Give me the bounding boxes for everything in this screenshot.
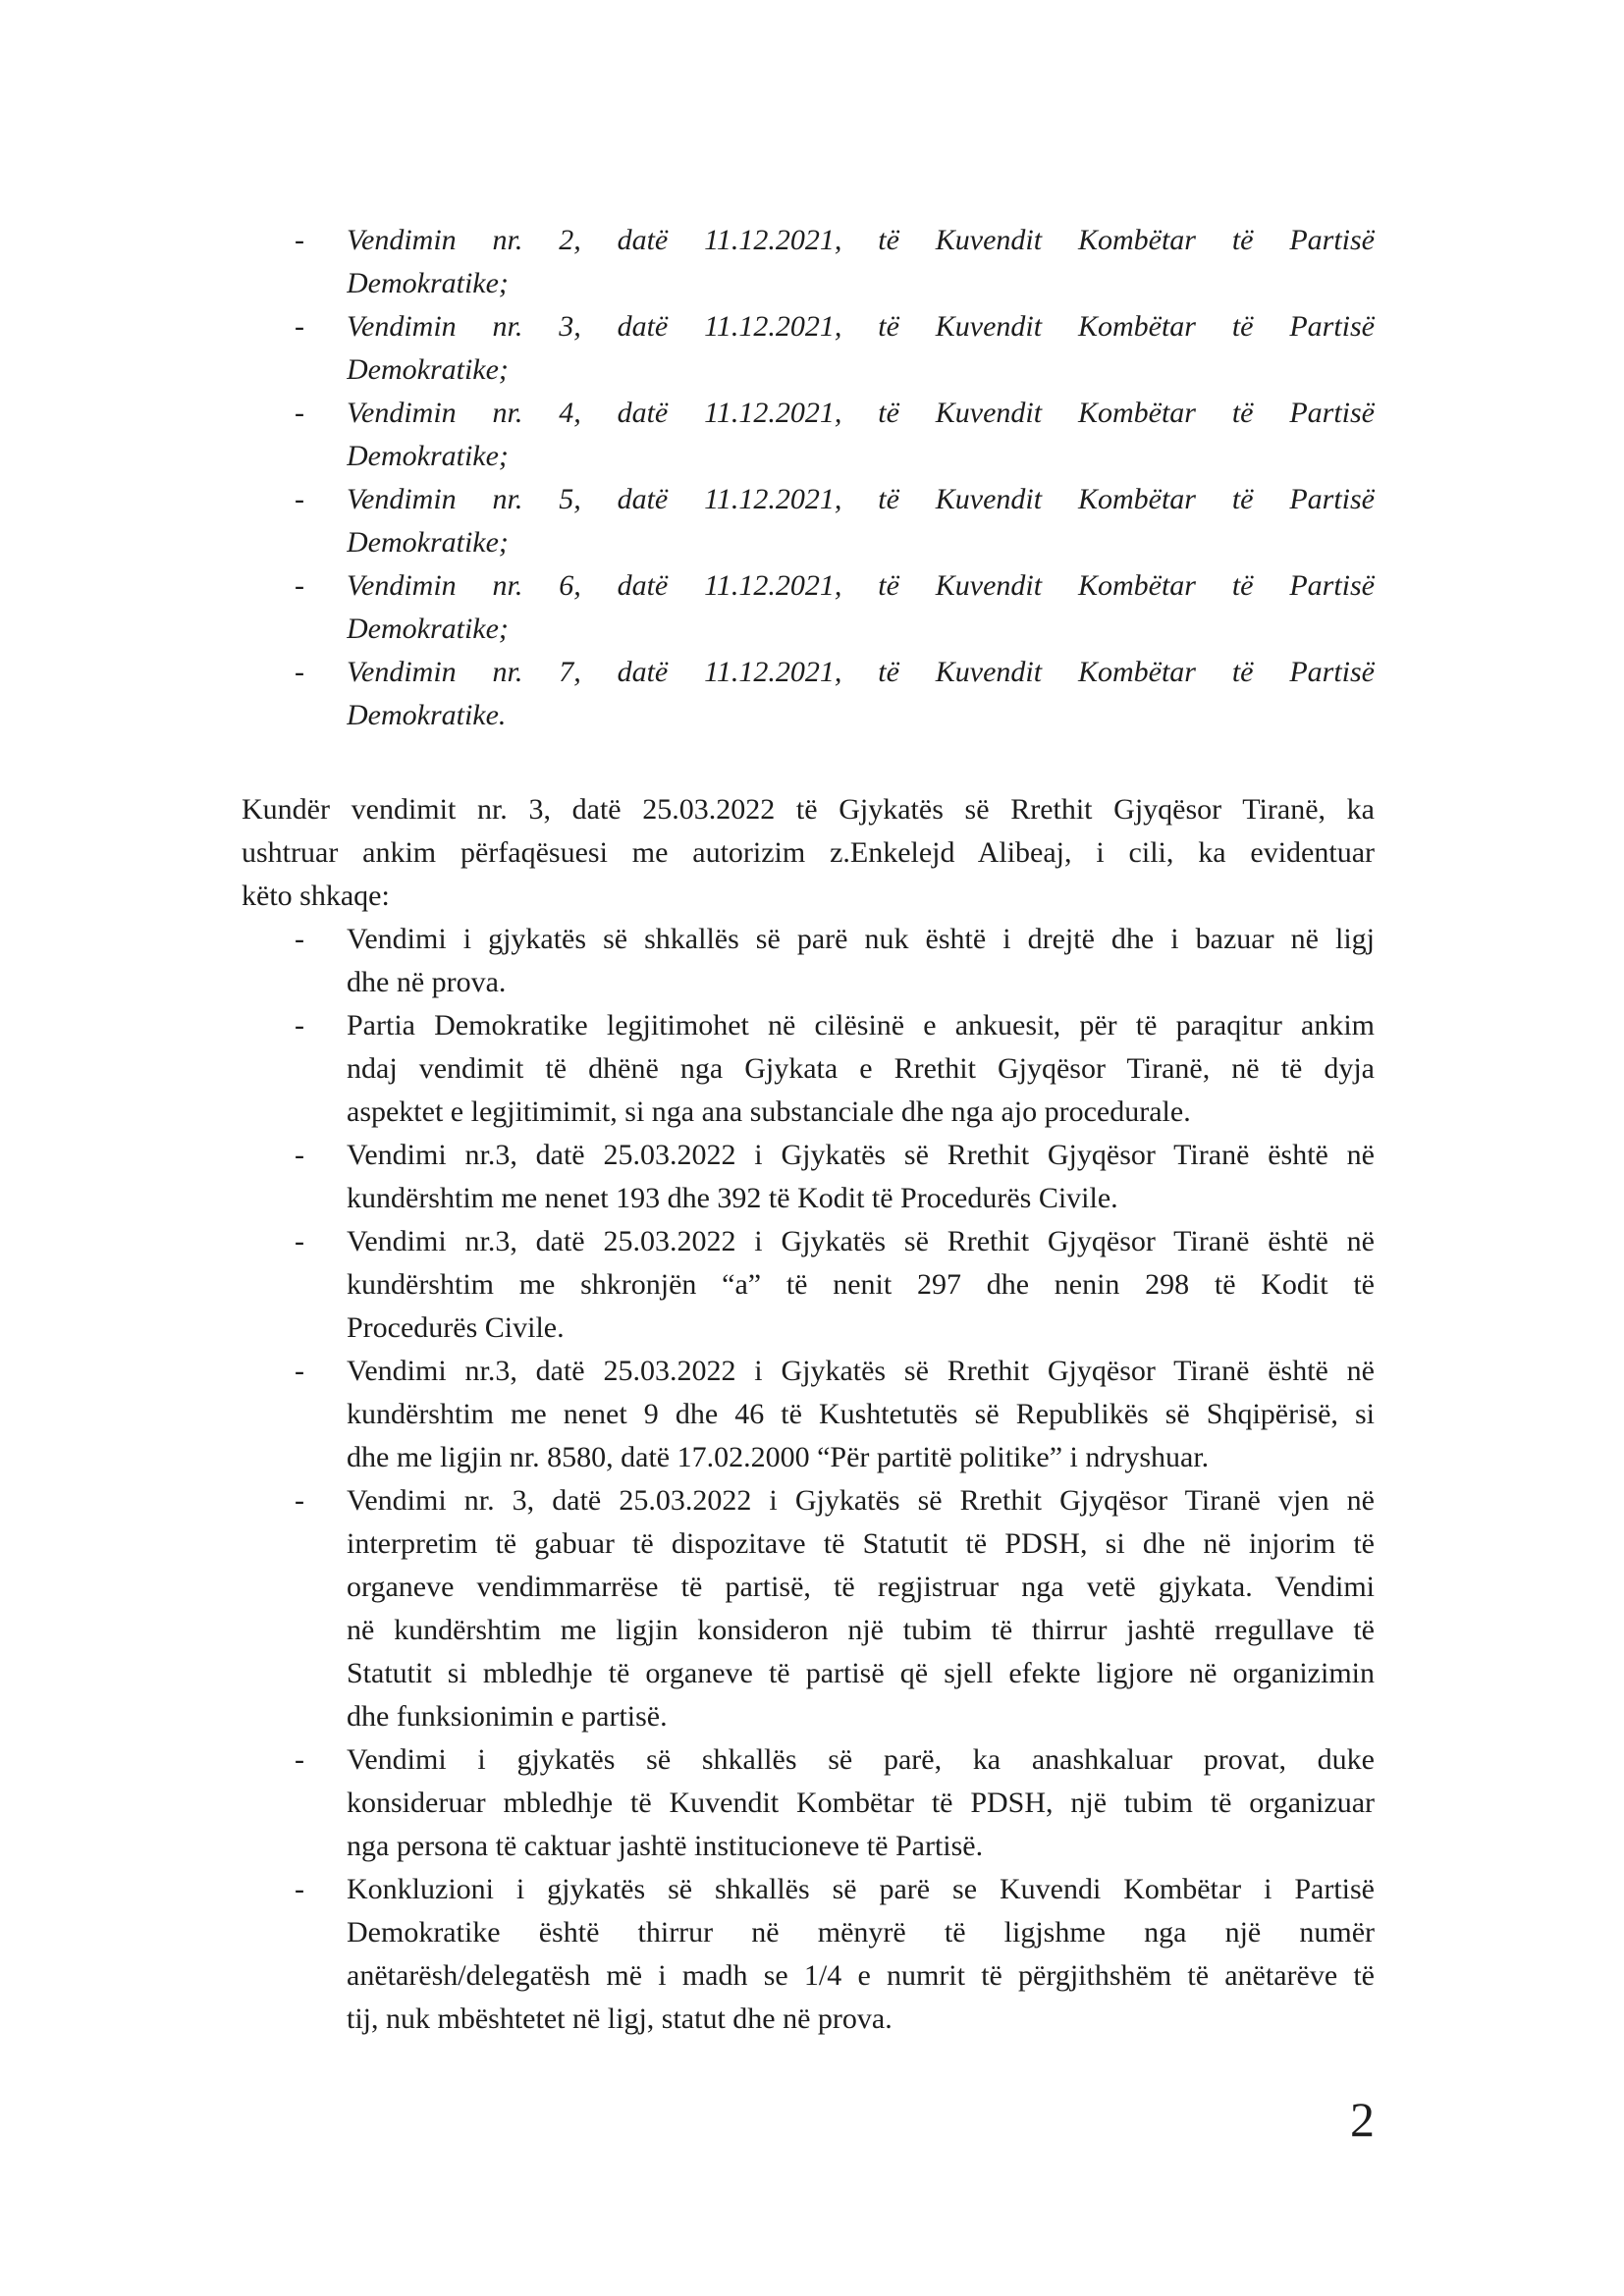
list-item xyxy=(242,1220,1375,1350)
list-item-text: Vendimi nr.3, datë 25.03.2022 i Gjykatës së Rrethit Gjyqësor Tiranë është në kundërshtim me shkronjën “a” të nenit 297 dhe nenin 298 të Kodit të Procedurës Civile. xyxy=(347,1225,1375,1344)
list-item xyxy=(242,1738,1375,1868)
list-item-text: Vendimi i gjykatës së shkallës së parë, ka anashkaluar provat, duke konsideruar mbledhje të Kuvendit Kombëtar të PDSH, një tubim të organizuar nga persona të caktuar jashtë institucioneve të Partisë. xyxy=(347,1743,1375,1862)
page-number: 2 xyxy=(1350,2092,1375,2147)
list-item-text: Vendimi i gjykatës së shkallës së parë nuk është i drejtë dhe i bazuar në ligj dhe në prova. xyxy=(347,923,1375,998)
list-item-marker: - xyxy=(295,224,304,256)
appeal-paragraph: Kundër vendimit nr. 3, datë 25.03.2022 të Gjykatës së Rrethit Gjyqësor Tiranë, ka ushtruar ankim përfaqësuesi me autorizim z.Enkelejd Alibeaj, i cili, ka evidentuar këto shkaqe: xyxy=(242,793,1375,912)
list-item-marker: - xyxy=(295,1355,304,1387)
list-item xyxy=(242,564,1375,651)
list-item-marker: - xyxy=(295,1873,304,1905)
list-item xyxy=(242,1479,1375,1738)
list-item-marker: - xyxy=(295,1139,304,1171)
list-item-text: Vendimin nr. 5, datë 11.12.2021, të Kuvendit Kombëtar të Partisë Demokratike; xyxy=(347,483,1375,559)
list-item xyxy=(242,1134,1375,1220)
list-item xyxy=(242,918,1375,1004)
list-item-text: Vendimi nr. 3, datë 25.03.2022 i Gjykatës së Rrethit Gjyqësor Tiranë vjen në interpretim të gabuar të dispozitave të Statutit të PDSH, si dhe në injorim të organeve vendimmarrëse të partisë, të regjistruar nga vetë gjykata. Vendimi në kundërshtim me ligjin konsideron një tubim të thirrur jashtë rregullave të Statutit si mbledhje të organeve të partisë që sjell efekte ligjore në organizimin dhe funksionimin e partisë. xyxy=(347,1484,1375,1733)
list-item-text: Vendimin nr. 4, datë 11.12.2021, të Kuvendit Kombëtar të Partisë Demokratike; xyxy=(347,397,1375,472)
list-item-text: Vendimin nr. 6, datë 11.12.2021, të Kuvendit Kombëtar të Partisë Demokratike; xyxy=(347,569,1375,645)
list-item xyxy=(242,1004,1375,1134)
list-item xyxy=(242,478,1375,564)
list-item-text: Partia Demokratike legjitimohet në cilësinë e ankuesit, për të paraqitur ankim ndaj vendimit të dhënë nga Gjykata e Rrethit Gjyqësor Tiranë, në të dyja aspektet e legjitimimit, si nga ana substanciale dhe nga ajo procedurale. xyxy=(347,1009,1375,1128)
list-item-text: Vendimi nr.3, datë 25.03.2022 i Gjykatës së Rrethit Gjyqësor Tiranë është në kundërshtim me nenet 193 dhe 392 të Kodit të Procedurës Civile. xyxy=(347,1139,1375,1214)
list-item xyxy=(242,305,1375,392)
list-item-marker: - xyxy=(295,1743,304,1776)
list-item xyxy=(242,1350,1375,1479)
list-item-marker: - xyxy=(295,923,304,955)
list-item-marker: - xyxy=(295,1009,304,1041)
list-item xyxy=(242,651,1375,737)
list-item xyxy=(242,392,1375,478)
list-item xyxy=(242,1868,1375,2041)
list-item-text: Konkluzioni i gjykatës së shkallës së parë se Kuvendi Kombëtar i Partisë Demokratike është thirrur në mënyrë të ligjshme nga një numër anëtarësh/delegatësh më i madh se 1/4 e numrit të përgjithshëm të anëtarëve të tij, nuk mbështetet në ligj, statut dhe në prova. xyxy=(347,1873,1375,2035)
list-item-text: Vendimin nr. 2, datë 11.12.2021, të Kuvendit Kombëtar të Partisë Demokratike; xyxy=(347,224,1375,299)
list-item-marker: - xyxy=(295,569,304,602)
document-content xyxy=(242,219,1375,2041)
list-item-marker: - xyxy=(295,397,304,429)
list-item-marker: - xyxy=(295,483,304,515)
appeal-reasons-list xyxy=(242,918,1375,2041)
list-item-marker: - xyxy=(295,310,304,343)
list-item-marker: - xyxy=(295,1225,304,1257)
list-item xyxy=(242,219,1375,305)
list-item-text: Vendimin nr. 7, datë 11.12.2021, të Kuvendit Kombëtar të Partisë Demokratike. xyxy=(347,656,1375,731)
list-item-text: Vendimi nr.3, datë 25.03.2022 i Gjykatës së Rrethit Gjyqësor Tiranë është në kundërshtim me nenet 9 dhe 46 të Kushtetutës së Republikës së Shqipërisë, si dhe me ligjin nr. 8580, datë 17.02.2000 “Për partitë politike” i ndryshuar. xyxy=(347,1355,1375,1473)
list-item-marker: - xyxy=(295,656,304,688)
list-item-text: Vendimin nr. 3, datë 11.12.2021, të Kuvendit Kombëtar të Partisë Demokratike; xyxy=(347,310,1375,386)
decisions-list xyxy=(242,219,1375,737)
list-item-marker: - xyxy=(295,1484,304,1517)
